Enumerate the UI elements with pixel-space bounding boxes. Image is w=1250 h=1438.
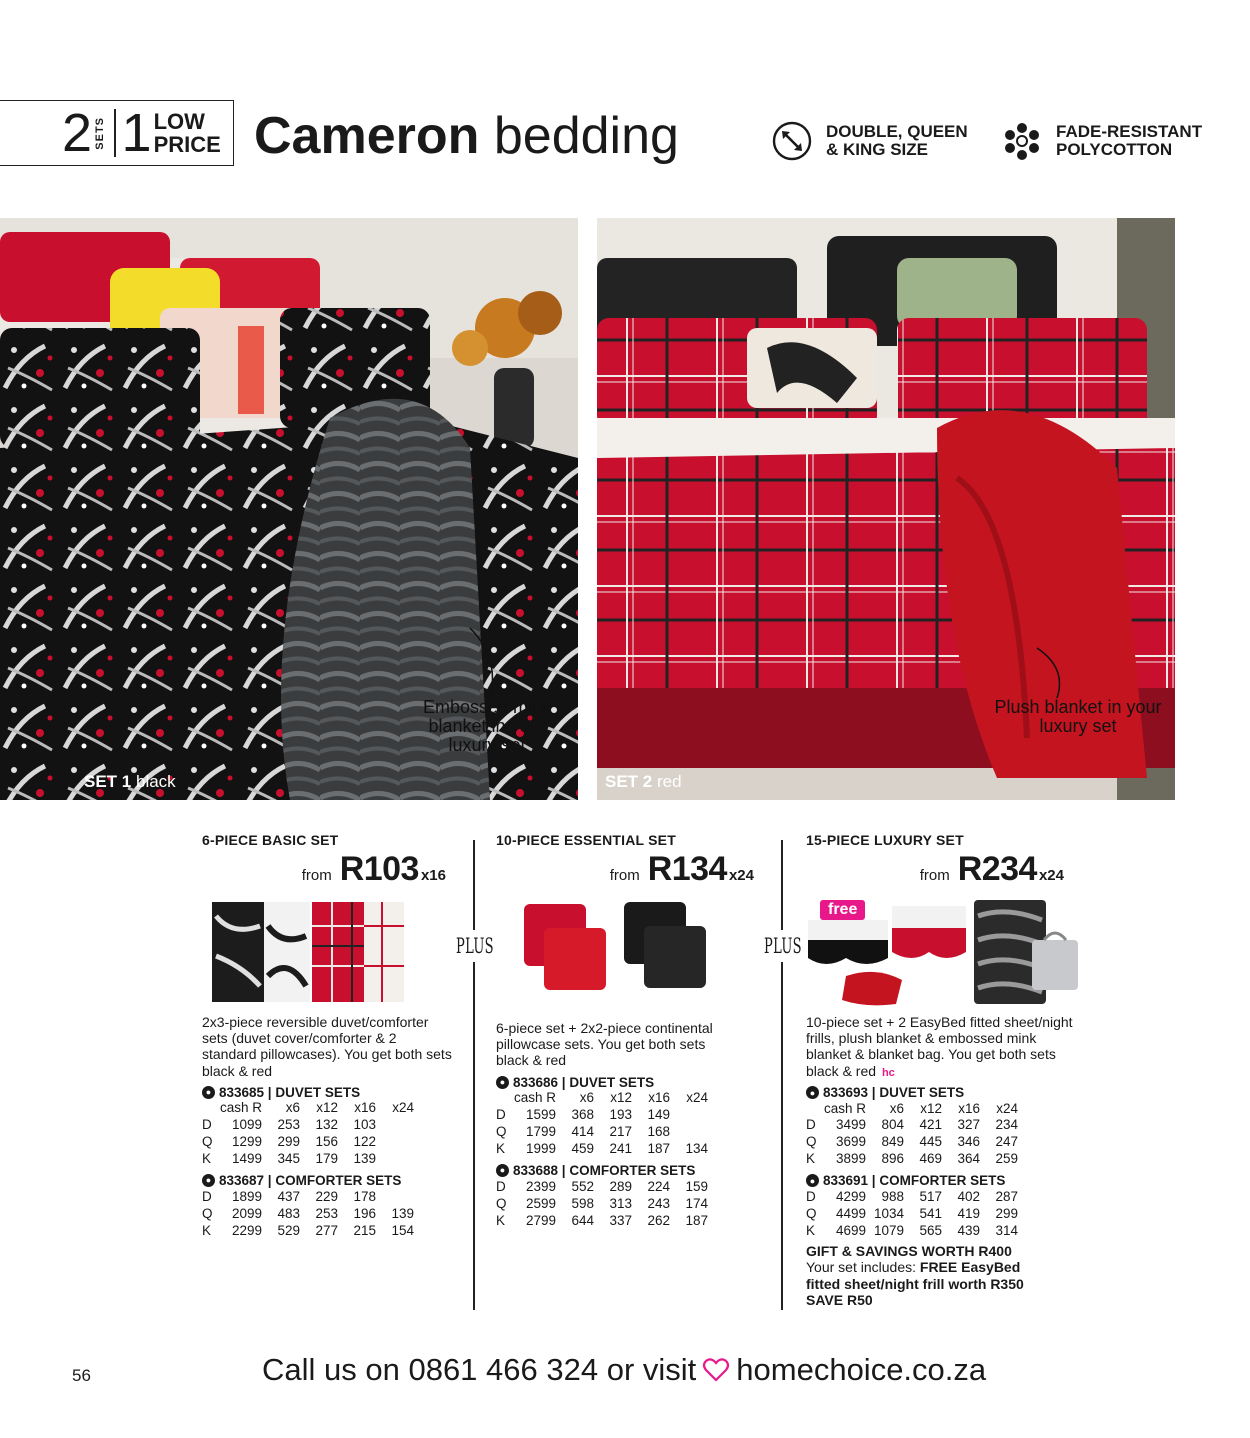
table-cell: 541 [919,1206,942,1222]
gift-text [806,1259,1046,1309]
table-cell: 529 [277,1222,300,1238]
badge-sets: SETS [94,116,107,150]
table-row [202,1116,414,1133]
table-cell: 2099 [231,1205,262,1221]
code-label: 833691 | COMFORTER SETS [823,1173,1006,1189]
header-x12: x12 [610,1090,632,1106]
molecule-icon [1002,121,1042,161]
table-row [202,1222,414,1239]
callout-mink-blanket: Embossed mink blanket in your luxury set [422,697,552,755]
table-cell: 196 [353,1205,376,1221]
table-row [202,1133,414,1150]
code-label: 833693 | DUVET SETS [823,1085,965,1101]
page-title [254,107,679,165]
column-luxury-set [806,832,1086,1309]
table-cell: K [806,1151,816,1167]
table-cell: 1599 [525,1106,556,1122]
price-from: from [609,867,640,884]
table-row [806,1150,1018,1167]
table-cell: 414 [571,1123,594,1139]
table-cell [806,1100,822,1116]
price-row [496,850,754,890]
gift-text-save: SAVE R50 [806,1292,873,1309]
table-cell: 1079 [873,1223,904,1239]
table-row [806,1222,1018,1239]
footer-contact [262,1352,986,1388]
callout-plush-blanket: Plush blanket in your luxury set [994,697,1162,736]
table-cell: Q [806,1134,817,1150]
price-row [806,850,1064,890]
code-icon: ● [806,1086,819,1099]
code-label: 833686 | DUVET SETS [513,1074,655,1090]
table-cell: 988 [881,1189,904,1205]
product-code-duvet [806,1085,1086,1100]
table-cell: 241 [609,1140,632,1156]
table-row [806,1116,1018,1133]
footer-website-link[interactable]: homechoice.co.za [736,1352,987,1387]
table-cell: 174 [685,1195,708,1211]
table-cell: 437 [277,1188,300,1204]
gift-title: GIFT & SAVINGS WORTH R400 [806,1243,1012,1260]
table-cell: Q [202,1133,213,1149]
table-cell: 345 [277,1150,300,1166]
hc-logo: hc [881,1066,895,1079]
table-cell: D [496,1106,506,1122]
price-table-comforter [496,1178,708,1229]
header-cash: cash R [823,1100,866,1116]
table-cell: 313 [609,1195,632,1211]
table-cell: 159 [685,1178,708,1194]
table-cell: 1999 [525,1140,556,1156]
table-cell: 1099 [231,1116,262,1132]
table-cell [670,1123,708,1140]
header-x6: x6 [889,1100,904,1116]
divider-1 [473,840,475,1310]
table-cell: 483 [277,1205,300,1221]
table-cell: 215 [353,1222,376,1238]
table-row [496,1195,708,1212]
table-cell: 2599 [525,1195,556,1211]
table-cell: 156 [315,1133,338,1149]
table-cell: K [202,1222,212,1238]
price-from: from [301,867,332,884]
table-cell: 243 [647,1195,670,1211]
table-cell: 346 [957,1134,980,1150]
table-cell: 103 [353,1116,376,1132]
header-x12: x12 [316,1100,338,1116]
table-cell [376,1133,414,1150]
table-cell: 2399 [525,1178,556,1194]
product-code-comforter [806,1173,1086,1188]
product-code-comforter [202,1173,462,1188]
code-icon: ● [202,1174,215,1187]
code-label: 833688 | COMFORTER SETS [513,1162,696,1178]
title-bold: Cameron [254,107,480,165]
duvet-sets-illustration [202,896,412,1008]
table-cell: K [496,1140,506,1156]
product-code-duvet [202,1085,462,1100]
table-cell: 469 [919,1151,942,1167]
promo-badge [0,100,234,166]
badge-low-price: LOW PRICE [153,108,221,157]
table-row [806,1205,1018,1222]
table-cell [376,1116,414,1133]
table-cell: 337 [609,1212,632,1228]
feature-sizes [772,121,968,161]
code-icon: ● [202,1086,215,1099]
price-from: from [919,867,950,884]
table-cell: Q [496,1195,507,1211]
header-x16: x16 [648,1090,670,1106]
caption-set-label: SET 1 [84,772,132,791]
header-x6: x6 [285,1100,300,1116]
table-cell: 314 [995,1223,1018,1239]
pillowcases-illustration [496,896,716,1008]
table-cell: 193 [609,1106,632,1122]
header-x6: x6 [579,1090,594,1106]
table-cell: Q [806,1206,817,1222]
table-header [202,1100,414,1116]
resize-icon [772,121,812,161]
header-x24: x24 [686,1090,708,1106]
table-cell: 368 [571,1106,594,1122]
heart-icon [702,1356,730,1384]
plus-label-2: PLUS [764,930,802,962]
table-cell: 1499 [231,1150,262,1166]
price-table-duvet [806,1100,1018,1167]
table-cell: 439 [957,1223,980,1239]
set-title: 15-PIECE LUXURY SET [806,832,964,848]
plus-label-1: PLUS [456,930,494,962]
table-cell: 3499 [835,1117,866,1133]
table-cell: 299 [995,1206,1018,1222]
table-cell: 229 [315,1188,338,1204]
table-cell: 139 [353,1150,376,1166]
table-cell: 149 [647,1106,670,1122]
table-cell: 178 [353,1188,376,1204]
table-cell: 2299 [231,1222,262,1238]
table-cell [376,1188,414,1205]
table-cell: 421 [919,1117,942,1133]
table-cell: 187 [647,1140,670,1156]
table-cell: 327 [957,1117,980,1133]
table-cell: 253 [277,1116,300,1132]
table-cell: 552 [571,1178,594,1194]
table-cell [376,1150,414,1167]
header-x12: x12 [920,1100,942,1116]
caption-set-color: red [656,772,682,791]
table-cell: D [806,1189,816,1205]
product-code-duvet [496,1075,766,1090]
divider-2 [781,840,783,1310]
table-cell: 4699 [835,1223,866,1239]
price-value: R134 [647,850,727,888]
column-basic-set [202,832,462,1239]
badge-two: 2 [62,103,93,163]
photo-caption-set-1 [84,772,176,792]
code-icon: ● [806,1174,819,1187]
product-images [806,896,1086,1008]
table-cell: 804 [881,1117,904,1133]
table-cell: 459 [571,1140,594,1156]
table-cell: 134 [685,1140,708,1156]
table-cell: 262 [647,1212,670,1228]
table-cell: 445 [919,1134,942,1150]
price-table-duvet [496,1090,708,1157]
header-x24: x24 [392,1100,414,1116]
table-cell: 168 [647,1123,670,1139]
table-cell: K [806,1223,816,1239]
table-cell: 139 [391,1205,414,1221]
table-cell: 364 [957,1151,980,1167]
code-label: 833685 | DUVET SETS [219,1084,361,1100]
table-cell: 849 [881,1134,904,1150]
table-cell: 253 [315,1205,338,1221]
table-cell: 4299 [835,1189,866,1205]
photo-set-red [597,218,1175,800]
set-description: 6-piece set + 2x2-piece continental pillowcase sets. You get both sets black & red [496,1020,713,1069]
product-images [496,896,766,1008]
gift-text-item: EasyBed fitted sheet/night frill worth R350 [806,1259,1024,1292]
code-label: 833687 | COMFORTER SETS [219,1172,402,1188]
feature-fabric [1002,121,1202,161]
table-row [806,1133,1018,1150]
table-cell: 247 [995,1134,1018,1150]
product-code-comforter [496,1163,766,1178]
table-cell: Q [496,1123,507,1139]
feature-fabric-text: FADE-RESISTANT POLYCOTTON [1056,122,1203,159]
table-row [202,1205,414,1222]
price-row [202,850,446,890]
badge-divider [114,109,116,157]
column-essential-set [496,832,766,1229]
table-cell: 154 [391,1222,414,1238]
feature-sizes-text: DOUBLE, QUEEN & KING SIZE [826,122,968,159]
code-icon: ● [496,1076,509,1089]
set-description-text: 10-piece set + 2 EasyBed fitted sheet/night frills, plush blanket & embossed mink blanket & blanket bag. You get both sets black & red [806,1014,1073,1079]
table-cell: Q [202,1205,213,1221]
table-cell: K [202,1150,212,1166]
table-cell: 289 [609,1178,632,1194]
price-table-comforter [202,1188,414,1239]
photo-set-black [0,218,578,800]
photo-caption-set-2 [605,772,682,792]
table-cell: 419 [957,1206,980,1222]
table-row [496,1123,708,1140]
table-cell: 2799 [525,1212,556,1228]
table-cell: 122 [353,1133,376,1149]
price-installments: x24 [728,867,754,884]
table-header [806,1100,1018,1116]
table-row [496,1178,708,1195]
price-table-comforter [806,1188,1018,1239]
table-cell: 565 [919,1223,942,1239]
table-cell: 4499 [835,1206,866,1222]
table-row [202,1188,414,1205]
table-cell: K [496,1212,506,1228]
header-cash: cash R [219,1100,262,1116]
table-cell: 1034 [873,1206,904,1222]
set-title: 6-PIECE BASIC SET [202,832,339,848]
table-cell: 277 [315,1222,338,1238]
table-cell [202,1100,218,1116]
table-cell: 3699 [835,1134,866,1150]
table-cell: 187 [685,1212,708,1228]
table-cell: 644 [571,1212,594,1228]
price-value: R103 [339,850,419,888]
page-number: 56 [72,1366,91,1385]
price-value: R234 [957,850,1037,888]
product-images [202,896,462,1008]
table-cell: D [202,1188,212,1204]
set-description: 2x3-piece reversible duvet/comforter sets (duvet cover/comforter & 2 standard pillowcases). You get both sets black & red [202,1014,452,1079]
table-row [496,1106,708,1123]
header-x24: x24 [996,1100,1018,1116]
price-installments: x16 [420,867,446,884]
table-cell: D [806,1117,816,1133]
table-cell: 132 [315,1116,338,1132]
table-cell: 896 [881,1151,904,1167]
table-cell: 287 [995,1189,1018,1205]
table-cell: 259 [995,1151,1018,1167]
table-cell: D [202,1116,212,1132]
table-cell [670,1106,708,1123]
table-row [202,1150,414,1167]
header-x16: x16 [354,1100,376,1116]
gift-text-intro: Your set includes: [806,1259,920,1276]
table-cell: 217 [609,1123,632,1139]
header-x16: x16 [958,1100,980,1116]
price-table-duvet [202,1100,414,1167]
table-row [496,1140,708,1157]
header-cash: cash R [513,1090,556,1106]
free-tag: free [820,900,865,920]
title-light: bedding [493,107,679,165]
table-cell: 234 [995,1117,1018,1133]
badge-one: 1 [121,103,152,163]
table-cell: 224 [647,1178,670,1194]
table-cell: 3899 [835,1151,866,1167]
table-row [806,1188,1018,1205]
table-cell: 179 [315,1150,338,1166]
table-header [496,1090,708,1106]
table-cell: D [496,1178,506,1194]
table-cell: 1799 [525,1123,556,1139]
code-icon: ● [496,1164,509,1177]
caption-set-color: black [135,772,176,791]
gift-text-free: FREE [919,1259,958,1276]
table-cell: 299 [277,1133,300,1149]
footer-call-text: Call us on 0861 466 324 or visit [262,1352,697,1387]
table-cell: 1899 [231,1188,262,1204]
table-cell: 517 [919,1189,942,1205]
set-description [806,1014,1082,1079]
table-cell [496,1090,512,1106]
table-row [496,1212,708,1229]
table-cell: 598 [571,1195,594,1211]
table-cell: 402 [957,1189,980,1205]
caption-set-label: SET 2 [605,772,653,791]
price-installments: x24 [1038,867,1064,884]
table-cell: 1299 [231,1133,262,1149]
set-title: 10-PIECE ESSENTIAL SET [496,832,676,848]
